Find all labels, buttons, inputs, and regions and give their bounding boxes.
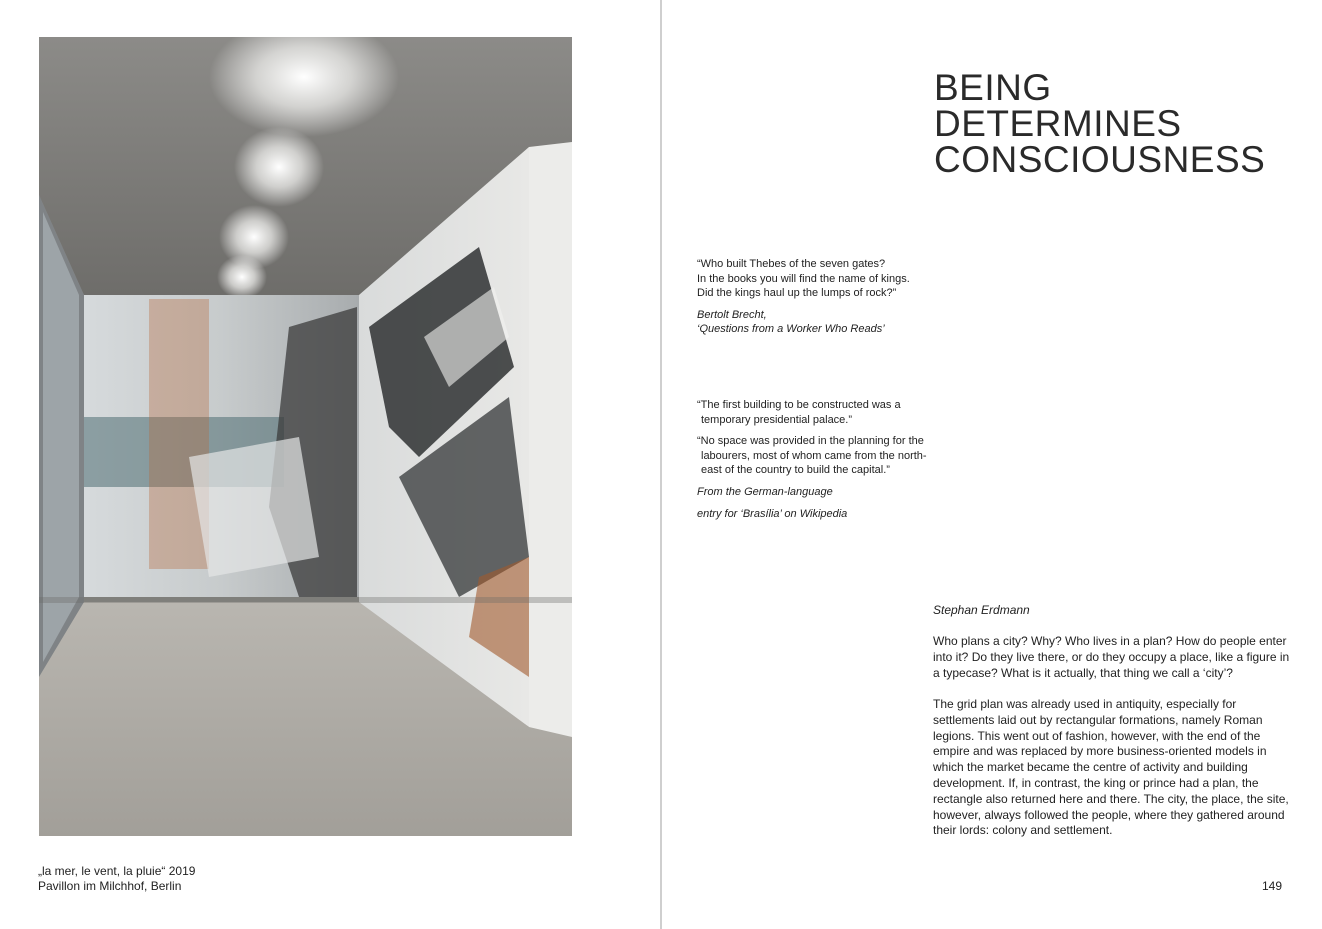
quote-line: In the books you will find the name of kings. bbox=[697, 272, 910, 285]
quote-line: Did the kings haul up the lumps of rock?” bbox=[697, 287, 897, 300]
attribution-line: Bertolt Brecht, bbox=[697, 308, 767, 321]
page-number: 149 bbox=[1262, 879, 1283, 893]
quote-attribution bbox=[697, 485, 937, 521]
chapter-title bbox=[934, 67, 1266, 180]
title-line: CONSCIOUSNESS bbox=[934, 139, 1266, 180]
caption-location: Pavillon im Milchhof, Berlin bbox=[38, 879, 182, 893]
epigraph-wikipedia bbox=[697, 398, 937, 521]
caption-title: „la mer, le vent, la pluie“ 2019 bbox=[38, 864, 196, 878]
quote-paragraph: “No space was provided in the planning for the labourers, most of whom came from the north-east of the country to build the capital.” bbox=[697, 435, 927, 477]
right-page bbox=[662, 0, 1322, 929]
photo-caption bbox=[38, 864, 195, 894]
installation-photo bbox=[39, 37, 572, 836]
quote-line: “Who built Thebes of the seven gates? bbox=[697, 258, 886, 270]
title-line: BEING bbox=[934, 67, 1052, 108]
author-name: Stephan Erdmann bbox=[933, 603, 1030, 617]
attribution-line: ‘Questions from a Worker Who Reads’ bbox=[697, 323, 885, 336]
quote-paragraph: “The first building to be constructed was a temporary presidential palace.” bbox=[697, 399, 901, 426]
body-paragraph: The grid plan was already used in antiquity, especially for settlements laid out by rectangular formations, namely Roman legions. This went out of fashion, however, with the end of the empire and was replaced by more business-oriented models in which the market became the centre of activity and building development. If, in contrast, the king or prince had a plan, the rectangle also returned here and there. The city, the place, the site, however, always followed the people, where they gathered around their lords: colony and settlement. bbox=[933, 697, 1289, 838]
epigraph-brecht bbox=[697, 257, 937, 337]
left-page bbox=[0, 0, 660, 929]
body-paragraph: Who plans a city? Why? Who lives in a plan? How do people enter into it? Do they live there, or do they occupy a place, like a figure in a typecase? What is it actually, that thing we call a ‘city’? bbox=[933, 634, 1290, 680]
attribution-line: entry for ‘Brasília’ on Wikipedia bbox=[697, 507, 848, 520]
quote-attribution bbox=[697, 308, 937, 337]
attribution-line: From the German-language bbox=[697, 485, 833, 498]
title-line: DETERMINES bbox=[934, 103, 1182, 144]
